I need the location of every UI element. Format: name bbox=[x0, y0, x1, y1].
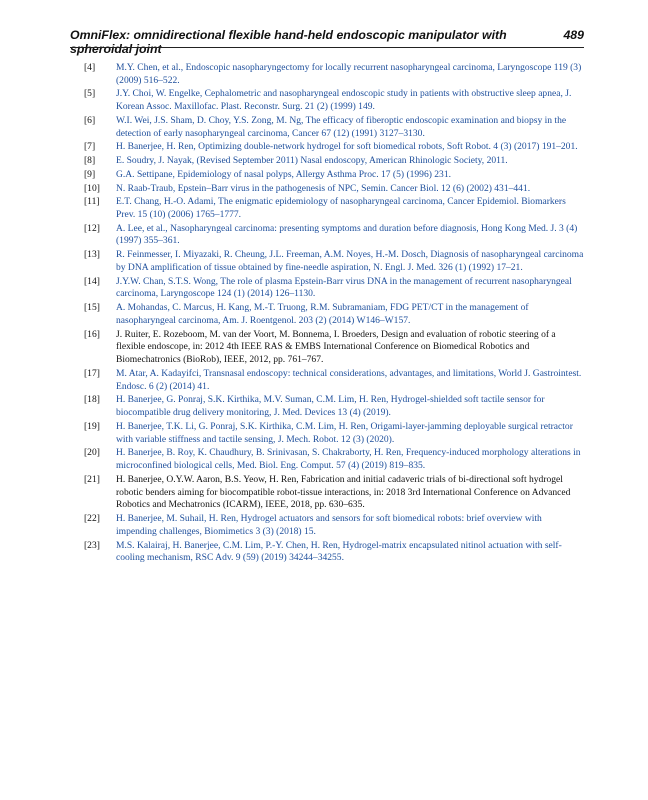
reference-link[interactable]: A. Lee, et al., Nasopharyngeal carcinoma: presenting symptoms and duration before diagnosis, Hong Kong Med. J. 3 (4) (1997) 355–361. bbox=[116, 222, 578, 247]
reference-link[interactable]: R. Feinmesser, I. Miyazaki, R. Cheung, J.L. Freeman, A.M. Noyes, H.-M. Dosch, Diagnosis of nasopharyngeal carcinoma by DNA amplification of tissue obtained by fine-needle aspiration, N. Engl. J. Med. 326 (1) (1992) 17–21. bbox=[116, 249, 584, 273]
reference-text: H. Banerjee, O.Y.W. Aaron, B.S. Yeow, H. Ren, Fabrication and initial cadaveric trials of bi-directional soft hydrogel robotic benders aiming for biocompatible robot-tissue interactions, in: 2018 3rd International Conference on Advanced Robotics and Mechatronics (ICARM), IEEE, 2018, pp. 630–635. bbox=[116, 473, 571, 511]
reference-item bbox=[84, 447, 584, 473]
reference-number: [22] bbox=[84, 513, 100, 525]
reference-link[interactable]: A. Mohandas, C. Marcus, H. Kang, M.-T. Truong, R.M. Subramaniam, FDG PET/CT in the management of nasopharyngeal carcinoma, Am. J. Roentgenol. 203 (2) (2014) W146–W157. bbox=[116, 302, 529, 326]
reference-number: [20] bbox=[84, 447, 100, 459]
reference-number: [23] bbox=[84, 539, 100, 551]
reference-link[interactable]: H. Banerjee, M. Suhail, H. Ren, Hydrogel actuators and sensors for soft biomedical robots: brief overview with impending challenges, Biomimetics 3 (3) (2018) 15. bbox=[116, 513, 542, 537]
reference-number: [7] bbox=[84, 141, 96, 153]
reference-link[interactable]: H. Banerjee, H. Ren, Optimizing double-network hydrogel for soft biomedical robots, Soft Robot. 4 (3) (2017) 191–201. bbox=[116, 141, 578, 153]
reference-item bbox=[84, 88, 584, 114]
header-rule bbox=[70, 47, 584, 48]
reference-number: [18] bbox=[84, 394, 100, 406]
reference-text: J. Ruiter, E. Rozeboom, M. van der Voort, M. Bonnema, I. Broeders, Design and evaluation of robotic steering of a flexible endoscope, in: 2012 4th IEEE RAS & EMBS International Conference on Biomedical Robotics and Biomechatronics (BioRob), IEEE, 2012, pp. 761–767. bbox=[116, 328, 556, 366]
reference-number: [15] bbox=[84, 302, 100, 314]
reference-link[interactable]: E.T. Chang, H.-O. Adami, The enigmatic epidemiology of nasopharyngeal carcinoma, Cancer Epidemiol. Biomarkers Prev. 15 (10) (2006) 1765–1777. bbox=[116, 196, 566, 220]
reference-number: [12] bbox=[84, 222, 100, 234]
reference-number: [6] bbox=[84, 114, 96, 126]
reference-number: [8] bbox=[84, 155, 96, 167]
reference-number: [9] bbox=[84, 168, 96, 180]
reference-item bbox=[84, 223, 584, 249]
reference-item bbox=[84, 276, 584, 302]
reference-item bbox=[84, 249, 584, 275]
reference-item bbox=[84, 329, 584, 367]
reference-link[interactable]: N. Raab-Traub, Epstein–Barr virus in the pathogenesis of NPC, Semin. Cancer Biol. 12 (6) (2002) 431–441. bbox=[116, 182, 531, 194]
reference-item bbox=[84, 421, 584, 447]
reference-item bbox=[84, 196, 584, 222]
reference-link[interactable]: H. Banerjee, T.K. Li, G. Ponraj, S.K. Kirthika, C.M. Lim, H. Ren, Origami-layer-jamming deployable surgical retractor with variable stiffness and tactile sensing, J. Mech. Robot. 12 (3) (2020). bbox=[116, 420, 573, 445]
reference-item bbox=[84, 513, 584, 539]
reference-item bbox=[84, 62, 584, 88]
reference-item bbox=[84, 141, 584, 154]
page-number: 489 bbox=[563, 28, 584, 42]
reference-number: [21] bbox=[84, 473, 100, 485]
reference-number: [10] bbox=[84, 182, 100, 194]
reference-item bbox=[84, 155, 584, 168]
reference-number: [11] bbox=[84, 196, 100, 208]
reference-link[interactable]: M.Y. Chen, et al., Endoscopic nasopharyngectomy for locally recurrent nasopharyngeal carcinoma, Laryngoscope 119 (3) (2009) 516–522. bbox=[116, 62, 582, 86]
reference-link[interactable]: J.Y. Choi, W. Engelke, Cephalometric and nasopharyngeal endoscopic study in patients with obstructive sleep apnea, J. Korean Assoc. Maxillofac. Plast. Reconstr. Surg. 21 (2) (1999) 149. bbox=[116, 88, 572, 113]
reference-number: [16] bbox=[84, 328, 100, 340]
reference-number: [4] bbox=[84, 62, 96, 73]
reference-item bbox=[84, 368, 584, 394]
reference-item bbox=[84, 540, 584, 566]
reference-link[interactable]: E. Soudry, J. Nayak, (Revised September 2011) Nasal endoscopy, American Rhinologic Society, 2011. bbox=[116, 155, 508, 167]
reference-item bbox=[84, 474, 584, 512]
reference-link[interactable]: G.A. Settipane, Epidemiology of nasal polyps, Allergy Asthma Proc. 17 (5) (1996) 231. bbox=[116, 168, 451, 180]
reference-link[interactable]: M.S. Kalairaj, H. Banerjee, C.M. Lim, P.-Y. Chen, H. Ren, Hydrogel-matrix encapsulated nitinol actuation with self-cooling mechanism, RSC Adv. 9 (59) (2019) 34244–34255. bbox=[116, 539, 562, 564]
reference-number: [19] bbox=[84, 420, 100, 432]
reference-item bbox=[84, 115, 584, 141]
reference-number: [14] bbox=[84, 275, 100, 287]
running-title: OmniFlex: omnidirectional flexible hand-held endoscopic manipulator with spheroidal joint bbox=[70, 28, 507, 56]
reference-number: [5] bbox=[84, 88, 96, 100]
reference-link[interactable]: H. Banerjee, G. Ponraj, S.K. Kirthika, M.V. Suman, C.M. Lim, H. Ren, Hydrogel-shielded soft tactile sensor for biocompatible drug delivery monitoring, J. Med. Devices 13 (4) (2019). bbox=[116, 394, 545, 419]
reference-number: [17] bbox=[84, 367, 100, 379]
reference-item bbox=[84, 169, 584, 182]
reference-link[interactable]: J.Y.W. Chan, S.T.S. Wong, The role of plasma Epstein-Barr virus DNA in the management of recurrent nasopharyngeal carcinoma, Laryngoscope 124 (1) (2014) 126–1130. bbox=[116, 275, 572, 300]
reference-list bbox=[84, 62, 584, 566]
reference-item bbox=[84, 302, 584, 328]
reference-link[interactable]: W.I. Wei, J.S. Sham, D. Choy, Y.S. Zong, M. Ng, The efficacy of fiberoptic endoscopic examination and biopsy in the detection of early nasopharyngeal carcinoma, Cancer 67 (12) (1991) 3127–3130. bbox=[116, 114, 567, 139]
reference-link[interactable]: H. Banerjee, B. Roy, K. Chaudhury, B. Srinivasan, S. Chakraborty, H. Ren, Frequency-induced morphology alterations in microconfined biological cells, Med. Biol. Eng. Comput. 57 (4) (2019) 819–835. bbox=[116, 447, 581, 472]
reference-item bbox=[84, 394, 584, 420]
reference-link[interactable]: M. Atar, A. Kadayifci, Transnasal endoscopy: technical considerations, advantages, and limitations, World J. Gastrointest. Endosc. 6 (2) (2014) 41. bbox=[116, 367, 582, 392]
reference-item bbox=[84, 183, 584, 196]
reference-number: [13] bbox=[84, 249, 100, 261]
running-header bbox=[70, 28, 584, 56]
